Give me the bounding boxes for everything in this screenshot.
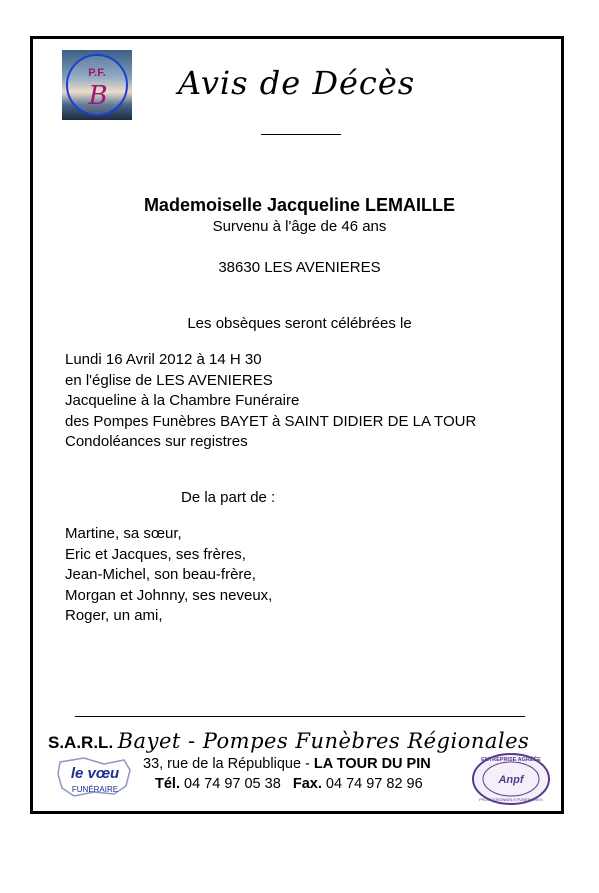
age-line: Survenu à l'âge de 46 ans xyxy=(212,218,387,235)
family-line: Eric et Jacques, ses frères, xyxy=(65,545,246,563)
deceased-name xyxy=(0,195,599,216)
approved-company-badge xyxy=(471,752,551,806)
ceremony-line: en l'église de LES AVENIERES xyxy=(65,371,273,389)
contact-line xyxy=(155,776,423,792)
from-intro: De la part de : xyxy=(181,489,276,506)
le-voeu-funeraire-logo xyxy=(54,756,136,798)
address-street: 33, rue de la République - xyxy=(143,756,314,772)
ceremony-details xyxy=(65,350,476,453)
badge-top-text: ENTREPRISE AGRÉÉE xyxy=(481,757,541,763)
fax-number: 04 74 97 82 96 xyxy=(321,776,423,792)
location-line: 38630 LES AVENIERES xyxy=(218,259,381,276)
ceremony-line: Condoléances sur registres xyxy=(65,433,248,450)
le-voeu-subtext: FUNÉRAIRE xyxy=(71,785,119,794)
deceased-name-prefix: Mademoiselle Jacqueline xyxy=(143,195,361,215)
le-voeu-text: le vœu xyxy=(70,765,120,782)
tel-label: Tél. xyxy=(155,776,180,792)
ceremony-line: Jacqueline à la Chambre Funéraire xyxy=(65,392,300,409)
footer-divider xyxy=(75,716,525,717)
address-city: LA TOUR DU PIN xyxy=(313,756,431,772)
deceased-surname: LEMAILLE xyxy=(365,195,456,215)
badge-center-text: Anpf xyxy=(498,774,524,786)
pf-bayet-logo xyxy=(62,50,132,120)
family-line: Jean-Michel, son beau-frère, xyxy=(65,566,256,583)
company-prefix: S.A.R.L. xyxy=(48,733,114,752)
tel-number: 04 74 97 05 38 xyxy=(179,776,281,792)
company-script-name: Bayet - Pompes Funèbres Régionales xyxy=(117,729,530,753)
badge-bottom-text: PROFESSIONNELS FUNÉRAIRES xyxy=(479,797,543,802)
family-line: Morgan et Johnny, ses neveux, xyxy=(65,586,273,604)
logo-text: P.F. xyxy=(88,67,106,79)
company-address xyxy=(143,756,431,772)
fax-label: Fax. xyxy=(292,776,322,792)
logo-letter: B xyxy=(88,81,108,111)
family-line: Roger, un ami, xyxy=(65,607,163,624)
title-divider xyxy=(261,134,341,135)
ceremony-line: des Pompes Funèbres BAYET à SAINT DIDIER DE LA TOUR xyxy=(65,412,477,430)
page-title: Avis de Décès xyxy=(178,64,416,102)
ceremony-line: Lundi 16 Avril 2012 à 14 H 30 xyxy=(65,351,262,368)
ceremony-intro: Les obsèques seront célébrées le xyxy=(187,315,412,332)
company-line xyxy=(48,729,529,753)
family-list xyxy=(65,524,272,627)
family-line: Martine, sa sœur, xyxy=(65,525,182,542)
